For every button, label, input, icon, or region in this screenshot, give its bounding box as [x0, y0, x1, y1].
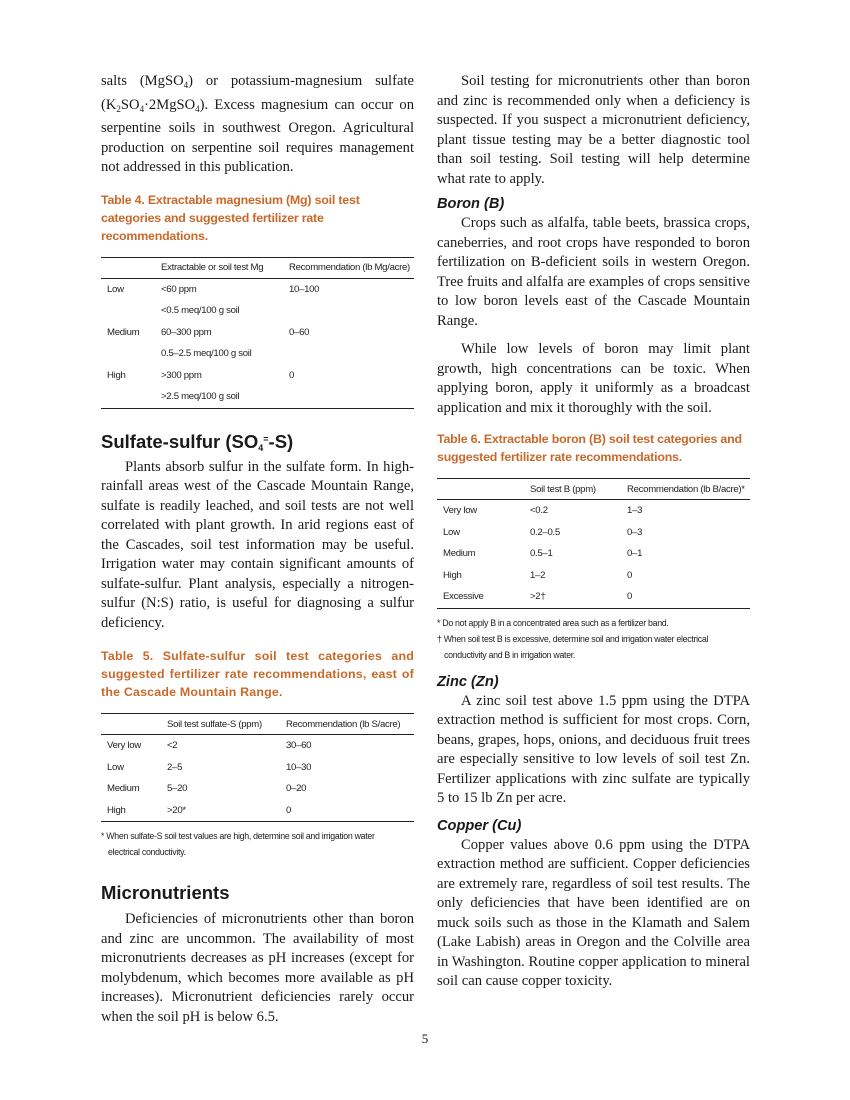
table-row: [101, 278, 414, 300]
table-cell: Very low: [107, 740, 141, 752]
table-cell: 1–3: [627, 505, 643, 517]
column-header: Soil test B (ppm): [530, 483, 596, 495]
table-cell: High: [107, 804, 126, 816]
table-cell: >300 ppm: [161, 369, 202, 381]
table-cell: 0.5–2.5 meq/100 g soil: [161, 348, 252, 360]
copper-paragraph: Copper values above 0.6 ppm using the DTPA extraction method are sufficient. Copper deficiencies are extremely rare, regardless of soil test results. The only deficiencies that have been identified are on muck soils such as those in the Klamath and Salem (Lake Labish) areas in Oregon and the Colville area in Washington. Routine copper application to mineral soil can cause copper toxicity.: [437, 836, 750, 989]
table-cell: 0–60: [289, 326, 310, 338]
right-column: [437, 72, 750, 992]
table-row: [101, 322, 414, 344]
table-cell: 0–3: [627, 526, 643, 538]
table-header-row: [101, 257, 414, 278]
table-cell: 0.2–0.5: [530, 526, 560, 538]
table-row: [437, 500, 750, 522]
table-cell: 0–1: [627, 548, 643, 560]
table-cell: <60 ppm: [161, 283, 197, 295]
table-cell: [283, 386, 414, 408]
table-cell: Very low: [443, 505, 477, 517]
zinc-heading: Zinc (Zn): [437, 673, 499, 690]
table-row: [101, 343, 414, 365]
table-row: [437, 586, 750, 608]
table-cell: 0.5–1: [530, 548, 553, 560]
table-row: [101, 757, 414, 779]
table-cell: 10–100: [289, 283, 320, 295]
table-row: [437, 543, 750, 565]
table6-caption: Table 6. Extractable boron (B) soil test categories and suggested fertilizer rate recommendations.: [437, 432, 742, 464]
table-cell: [101, 386, 155, 408]
soil-testing-intro-paragraph: Soil testing for micronutrients other than boron and zinc is recommended only when a deficiency is suspected. If you suspect a micronutrient deficiency, plant tissue testing may be a better diagnostic tool than soil testing. Soil testing will help determine what rate to apply.: [437, 73, 750, 187]
table-cell: <0.5 meq/100 g soil: [161, 305, 240, 317]
table-row: [101, 778, 414, 800]
table-row: [101, 386, 414, 408]
zinc-paragraph: A zinc soil test above 1.5 ppm using the DTPA extraction method is sufficient for most crops. Corn, beans, grapes, hops, onions, and deciduous fruit trees are especially sensitive to low levels of soil test Zn. Fertilizer applications with zinc sulfate are typically 5 to 15 lb Zn per acre.: [437, 692, 750, 806]
left-column: [101, 72, 414, 1027]
table-row: [101, 800, 414, 822]
table-cell: <2: [167, 740, 178, 752]
table-cell: 0: [627, 591, 633, 603]
table-cell: Low: [107, 283, 124, 295]
table-cell: 10–30: [286, 761, 312, 773]
table-row: [101, 300, 414, 322]
table5-caption: Table 5. Sulfate-sulfur soil test categories and suggested fertilizer rate recommendations, east of the Cascade Mountain Range.: [101, 649, 414, 699]
table-cell: >20*: [167, 804, 186, 816]
sulfate-sulfur-paragraph: Plants absorb sulfur in the sulfate form. In high-rainfall areas west of the Cascade Mountain Range, sulfate is readily leached, and soil tests are not well correlated with plant growth. In arid regions east of the Cascades, soil test information may be useful. Irrigation water may contain significant amounts of sulfate-sulfur. Plant analysis, especially a nitrogen-sulfur (N:S) ratio, is useful for diagnosing a sulfur deficiency.: [101, 458, 414, 631]
table-cell: Low: [107, 761, 124, 773]
page-number: 5: [421, 1031, 429, 1046]
table-cell: [283, 300, 414, 322]
table5-footnote: * When sulfate-S soil test values are high, determine soil and irrigation water electrical conductivity.: [101, 831, 375, 857]
table-cell: 0: [627, 569, 633, 581]
micronutrients-heading: Micronutrients: [101, 882, 230, 903]
table-cell: 1–2: [530, 569, 546, 581]
table-header-row: [437, 479, 750, 500]
column-header: [437, 479, 524, 500]
copper-heading: Copper (Cu): [437, 817, 522, 834]
column-header: [101, 257, 155, 278]
column-header: Recommendation (lb Mg/acre): [289, 262, 410, 273]
magnesium-continuation-paragraph: salts (MgSO$_4$) or potassium-magnesium sulfate $(K_2SO_4\cdot 2MgSO_4)$. Excess magnesium can occur on serpentine soils in southwest Oregon. Agricultural production on serpentine soil requires management not addressed in this publication.: [101, 73, 414, 175]
table-cell: [283, 343, 414, 365]
table-cell: High: [443, 569, 462, 581]
boron-heading: Boron (B): [437, 196, 505, 212]
table-cell: Medium: [107, 783, 140, 795]
table-row: [437, 522, 750, 544]
boron-paragraph-2: While low levels of boron may limit plant growth, high concentrations can be toxic. When applying boron, apply it uniformly as a broadcast application and mix it thoroughly with the soil.: [437, 341, 750, 416]
table-cell: [101, 300, 155, 322]
table-row: [437, 565, 750, 587]
column-header: Recommendation (lb B/acre)*: [627, 483, 745, 495]
column-header: Soil test sulfate-S (ppm): [167, 718, 262, 730]
column-header: Recommendation (lb S/acre): [286, 718, 401, 730]
table-cell: 60–300 ppm: [161, 326, 212, 338]
table-cell: Medium: [443, 548, 476, 560]
table-cell: Excessive: [443, 591, 484, 603]
table-cell: >2†: [530, 591, 546, 603]
table-cell: Medium: [107, 326, 140, 338]
table-cell: >2.5 meq/100 g soil: [161, 391, 240, 403]
table6-boron: [437, 478, 750, 609]
table-cell: 5–20: [167, 783, 188, 795]
table-cell: [101, 343, 155, 365]
table-cell: 30–60: [286, 740, 312, 752]
sulfate-sulfur-heading: Sulfate-sulfur $(SO_4^=-S)$: [101, 430, 294, 453]
table4-caption: Table 4. Extractable magnesium (Mg) soil test categories and suggested fertilizer rate recommendations.: [101, 192, 360, 243]
table-cell: <0.2: [530, 505, 548, 517]
table-header-row: [101, 714, 414, 735]
table-row: [101, 365, 414, 387]
column-header: [101, 714, 161, 735]
column-header: Extractable or soil test Mg: [161, 262, 264, 273]
micronutrients-paragraph: Deficiencies of micronutrients other than boron and zinc are uncommon. The availability of most micronutrients decreases as pH increases (except for molybdenum, which becomes more available as pH increases). Micronutrient deficiencies rarely occur when the soil pH is below 6.5.: [101, 911, 414, 1025]
table-cell: Low: [443, 526, 460, 538]
table-cell: 2–5: [167, 761, 183, 773]
table-row: [101, 735, 414, 757]
boron-paragraph-1: Crops such as alfalfa, table beets, brassica crops, caneberries, and root crops have responded to boron fertilization on B-deficient soils in western Oregon. Tree fruits and alfalfa are examples of crops sensitive to low boron levels east of the Cascade Mountain Range.: [437, 215, 750, 329]
table-cell: 0: [286, 804, 292, 816]
table-cell: High: [107, 369, 126, 381]
table6-footnotes: * Do not apply B in a concentrated area such as a fertilizer band. † When soil test B is excessive, determine soil and irrigation water electrical conductivity and B in irrigation water.: [437, 617, 709, 660]
table5-sulfate: [101, 713, 414, 822]
table-cell: 0–20: [286, 783, 307, 795]
table4-magnesium: [101, 257, 414, 409]
table-cell: 0: [289, 369, 295, 381]
